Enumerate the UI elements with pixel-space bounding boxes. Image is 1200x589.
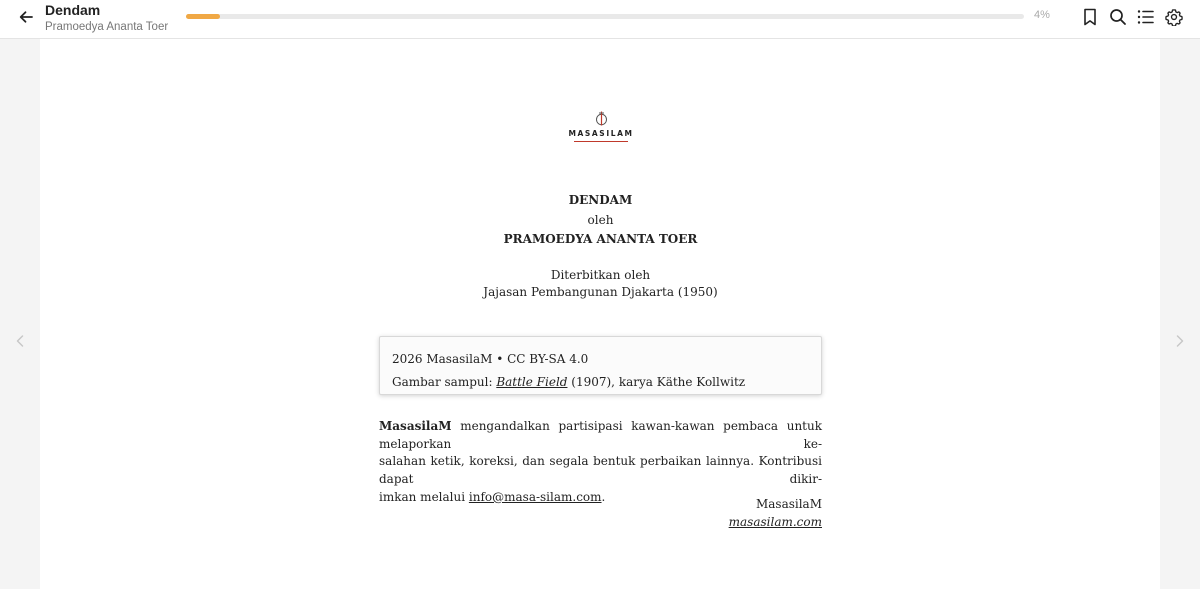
cover-artwork-title: Battle Field <box>496 375 568 389</box>
publisher-logo <box>566 111 636 145</box>
paragraph-line-2: salahan ketik, koreksi, dan segala bentuk perbaikan lainnya. Kontribusi dapat dikir- <box>379 454 822 487</box>
reading-progress-fill <box>186 14 220 19</box>
search-icon[interactable] <box>1108 7 1128 27</box>
cover-credit-suffix: (1907), karya Käthe Kollwitz <box>567 375 746 389</box>
publisher-line: Jajasan Pembangunan Djakarta (1950) <box>483 285 718 299</box>
settings-gear-icon[interactable] <box>1164 7 1184 27</box>
publisher-logo-text: MASASILAM <box>568 129 634 138</box>
signature-name: MasasilaM <box>755 497 822 511</box>
next-page-chevron-icon[interactable] <box>1173 333 1187 349</box>
title-block <box>45 2 168 35</box>
top-bar <box>0 0 1200 39</box>
paragraph-end: . <box>601 489 606 504</box>
paragraph-line-1 <box>379 418 822 453</box>
email-link[interactable]: info@masa-silam.com <box>468 489 602 504</box>
license-info-box <box>379 336 822 395</box>
contribution-paragraph <box>379 418 822 507</box>
license-line: 2026 MasasilaM • CC BY-SA 4.0 <box>392 352 589 366</box>
by-label: oleh <box>587 213 614 227</box>
website-link[interactable]: masasilam.com <box>728 515 822 529</box>
paragraph-line-3-text: imkan melalui <box>379 489 469 504</box>
book-author: Pramoedya Ananta Toer <box>45 21 169 33</box>
reading-progress-bar <box>186 14 1024 19</box>
back-arrow-icon[interactable] <box>16 7 36 27</box>
paragraph-lead: MasasilaM <box>379 419 452 433</box>
cover-credit-line <box>392 371 809 394</box>
paragraph-line-1-text: mengandalkan partisipasi kawan-kawan pembaca untuk melaporkan ke- <box>379 419 822 451</box>
table-of-contents-icon[interactable] <box>1136 7 1156 27</box>
publisher-logo-mark-icon <box>595 111 608 126</box>
published-by-label: Diterbitkan oleh <box>550 268 651 282</box>
bookmark-icon[interactable] <box>1080 7 1100 27</box>
cover-credit-prefix: Gambar sampul: <box>392 375 497 389</box>
book-page <box>40 39 1160 589</box>
previous-page-chevron-icon[interactable] <box>13 333 27 349</box>
publisher-logo-underline <box>574 141 628 142</box>
book-title-heading: DENDAM <box>568 193 633 207</box>
book-title: Dendam <box>45 2 101 18</box>
author-heading: PRAMOEDYA ANANTA TOER <box>503 232 698 246</box>
progress-percent: 4% <box>1034 9 1050 21</box>
